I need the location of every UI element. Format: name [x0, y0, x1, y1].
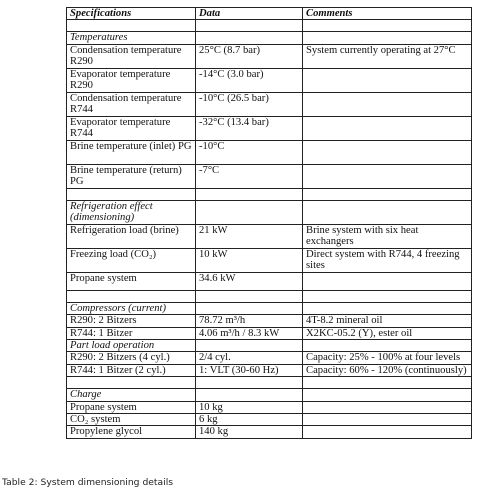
spec-cell: R290: 2 Bitzers — [67, 315, 196, 327]
empty-cell — [303, 377, 472, 389]
table-row — [67, 140, 472, 164]
table-row — [67, 414, 472, 426]
table-body — [67, 20, 472, 438]
data-cell: 10 kW — [196, 248, 303, 272]
comment-cell — [303, 414, 472, 426]
spec-cell: Propylene glycol — [67, 426, 196, 438]
spec-cell: R290: 2 Bitzers (4 cyl.) — [67, 352, 196, 364]
empty-cell — [303, 302, 472, 314]
empty-cell — [196, 340, 303, 352]
spec-cell: Condensation temperature R744 — [67, 92, 196, 116]
spec-cell: Propane system — [67, 272, 196, 290]
comment-cell — [303, 426, 472, 438]
table-row — [67, 315, 472, 327]
section-row — [67, 302, 472, 314]
data-cell: -14°C (3.0 bar) — [196, 68, 303, 92]
comment-cell — [303, 140, 472, 164]
empty-cell — [67, 377, 196, 389]
empty-cell — [196, 20, 303, 32]
comment-cell — [303, 272, 472, 290]
blank-row — [67, 290, 472, 302]
header-comments: Comments — [303, 8, 472, 20]
comment-cell: System currently operating at 27°C — [303, 44, 472, 68]
empty-cell — [196, 32, 303, 44]
section-row — [67, 340, 472, 352]
spec-cell: CO₂ system — [67, 414, 196, 426]
header-specifications: Specifications — [67, 8, 196, 20]
spec-cell: R744: 1 Bitzer — [67, 327, 196, 339]
spec-cell: Evaporator temperature R290 — [67, 68, 196, 92]
table-row — [67, 401, 472, 413]
table-row — [67, 426, 472, 438]
empty-cell — [196, 290, 303, 302]
spec-cell: Brine temperature (inlet) PG — [67, 140, 196, 164]
empty-cell — [303, 389, 472, 401]
empty-cell — [67, 20, 196, 32]
table-row — [67, 272, 472, 290]
data-cell: 21 kW — [196, 224, 303, 248]
comment-cell — [303, 68, 472, 92]
data-cell: -10°C — [196, 140, 303, 164]
data-cell: 25°C (8.7 bar) — [196, 44, 303, 68]
data-cell: 6 kg — [196, 414, 303, 426]
data-cell: 4.06 m³/h / 8.3 kW — [196, 327, 303, 339]
table-caption: Table 2: System dimensioning details — [2, 477, 174, 488]
spec-cell: Freezing load (CO₂) — [67, 248, 196, 272]
blank-row — [67, 377, 472, 389]
data-cell: -32°C (13.4 bar) — [196, 116, 303, 140]
section-heading: Part load operation — [67, 340, 196, 352]
data-cell: -7°C — [196, 164, 303, 188]
section-heading: Compressors (current) — [67, 302, 196, 314]
spec-cell: R744: 1 Bitzer (2 cyl.) — [67, 364, 196, 376]
table-row — [67, 364, 472, 376]
empty-cell — [303, 340, 472, 352]
empty-cell — [303, 32, 472, 44]
blank-row — [67, 188, 472, 200]
section-row — [67, 200, 472, 224]
empty-cell — [196, 377, 303, 389]
spec-cell: Brine temperature (return) PG — [67, 164, 196, 188]
table-row — [67, 164, 472, 188]
spec-cell: Propane system — [67, 401, 196, 413]
empty-cell — [67, 188, 196, 200]
section-heading: Charge — [67, 389, 196, 401]
section-heading: Refrigeration effect (dimensioning) — [67, 200, 196, 224]
empty-cell — [196, 302, 303, 314]
comment-cell — [303, 116, 472, 140]
header-data: Data — [196, 8, 303, 20]
section-heading: Temperatures — [67, 32, 196, 44]
section-row — [67, 389, 472, 401]
empty-cell — [303, 20, 472, 32]
system-dimensioning-table — [66, 7, 472, 439]
comment-cell: X2KC-05.2 (Y), ester oil — [303, 327, 472, 339]
data-cell: 34.6 kW — [196, 272, 303, 290]
table-row — [67, 327, 472, 339]
spec-cell: Refrigeration load (brine) — [67, 224, 196, 248]
comment-cell: 4T-8.2 mineral oil — [303, 315, 472, 327]
empty-cell — [67, 290, 196, 302]
table-row — [67, 352, 472, 364]
table-header-row — [67, 8, 472, 20]
empty-cell — [196, 200, 303, 224]
comment-cell: Direct system with R744, 4 freezing sites — [303, 248, 472, 272]
table-row — [67, 44, 472, 68]
empty-cell — [303, 290, 472, 302]
table-row — [67, 68, 472, 92]
comment-cell: Capacity: 60% - 120% (continuously) — [303, 364, 472, 376]
comment-cell: Brine system with six heat exchangers — [303, 224, 472, 248]
table-row — [67, 116, 472, 140]
comment-cell: Capacity: 25% - 100% at four levels — [303, 352, 472, 364]
comment-cell — [303, 92, 472, 116]
data-cell: 140 kg — [196, 426, 303, 438]
data-cell: 78.72 m³/h — [196, 315, 303, 327]
data-cell: 10 kg — [196, 401, 303, 413]
data-cell: 1: VLT (30-60 Hz) — [196, 364, 303, 376]
comment-cell — [303, 401, 472, 413]
table-row — [67, 92, 472, 116]
table-row — [67, 224, 472, 248]
spec-cell: Condensation temperature R290 — [67, 44, 196, 68]
blank-row — [67, 20, 472, 32]
section-row — [67, 32, 472, 44]
spec-cell: Evaporator temperature R744 — [67, 116, 196, 140]
empty-cell — [303, 200, 472, 224]
table-row — [67, 248, 472, 272]
empty-cell — [196, 188, 303, 200]
data-cell: -10°C (26.5 bar) — [196, 92, 303, 116]
empty-cell — [303, 188, 472, 200]
empty-cell — [196, 389, 303, 401]
comment-cell — [303, 164, 472, 188]
data-cell: 2/4 cyl. — [196, 352, 303, 364]
